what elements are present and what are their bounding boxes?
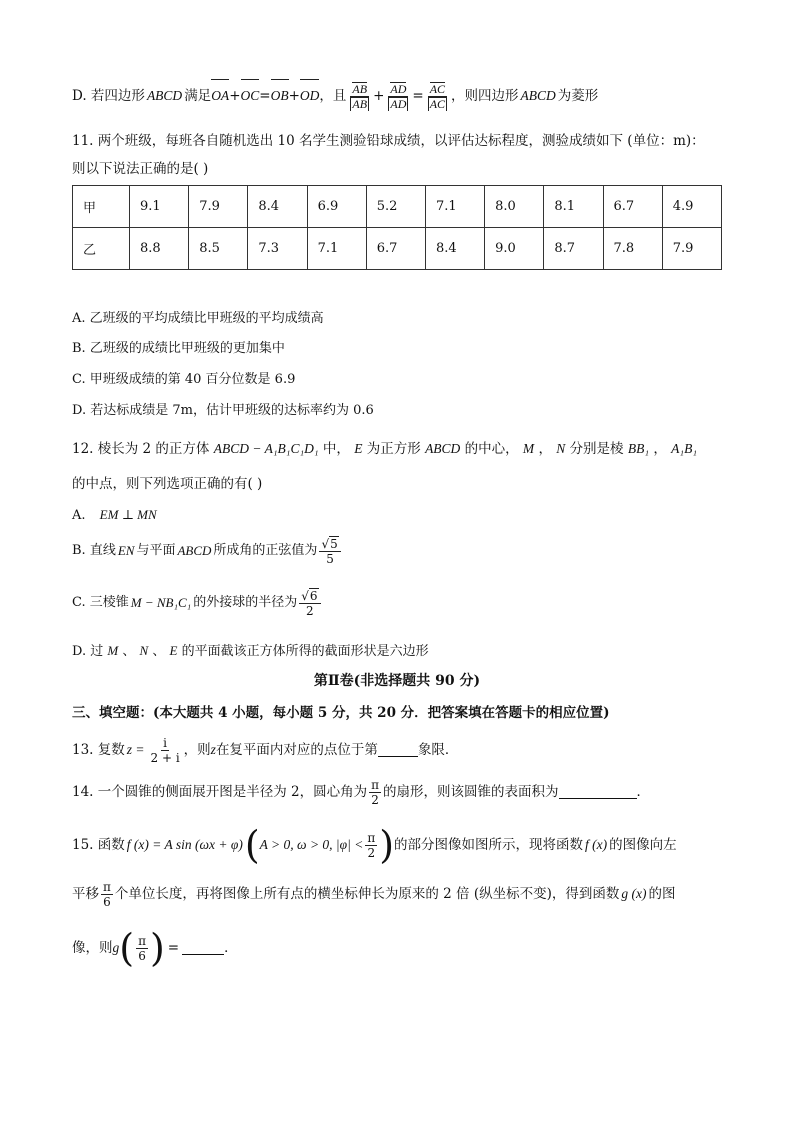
q15-text: 像，则 bbox=[72, 940, 113, 956]
frac-num: π bbox=[371, 777, 380, 792]
fraction-pi-over-6 bbox=[101, 880, 113, 909]
function-g: g bbox=[112, 940, 120, 955]
frac-num: π bbox=[103, 879, 111, 894]
fraction-ac bbox=[426, 82, 449, 111]
q13-text: ，则 bbox=[183, 742, 211, 758]
q10d-mid2: ，且 bbox=[319, 88, 347, 104]
frac-ad-den: AD bbox=[390, 96, 407, 111]
frac-ad-num: AD bbox=[390, 81, 407, 96]
table-cell: 6.7 bbox=[366, 228, 425, 270]
table-cell: 5.2 bbox=[366, 186, 425, 228]
q15-text: 15. 函数 bbox=[72, 837, 125, 853]
table-cell: 9.1 bbox=[130, 186, 189, 228]
frac-den: 2 bbox=[371, 792, 379, 807]
q10d-prefix: D. 若四边形 bbox=[72, 88, 145, 104]
q13 bbox=[72, 732, 458, 768]
frac-ac-num: AC bbox=[429, 81, 446, 96]
vec-eq: = bbox=[259, 88, 271, 104]
table-row bbox=[73, 186, 722, 228]
q10d-suffix2: 为菱形 bbox=[557, 88, 599, 104]
q15-text: 的图像向左 bbox=[609, 837, 677, 853]
q10d-suffix1: ，则四边形 bbox=[451, 88, 519, 104]
table-row bbox=[73, 228, 722, 270]
row-label-jia: 甲 bbox=[73, 186, 130, 228]
vec-oc: OC bbox=[241, 79, 260, 113]
line-en: EN bbox=[117, 543, 135, 558]
q14-text: 14. 一个圆锥的侧面展开图是半径为 2，圆心角为 bbox=[72, 784, 368, 800]
plane-abcd: ABCD bbox=[177, 543, 212, 558]
table-cell: 8.5 bbox=[189, 228, 248, 270]
conditions: A > 0, ω > 0, |φ| < bbox=[259, 837, 364, 852]
q12-option-d bbox=[72, 641, 429, 662]
q10d-quad-2: ABCD bbox=[520, 88, 556, 103]
frac-den: 2 bbox=[306, 603, 314, 618]
q12c-text: C. 三棱锥 bbox=[72, 595, 129, 610]
q12b-text: 所成角的正弦值为 bbox=[213, 543, 318, 558]
point-e: E bbox=[169, 643, 178, 658]
q12-option-a bbox=[72, 505, 157, 526]
right-paren: ) bbox=[149, 926, 165, 970]
q11-option-d: D. 若达标成绩是 7m，估计甲班级的达标率约为 0.6 bbox=[72, 403, 374, 418]
fraction-pi-over-6 bbox=[136, 934, 148, 963]
q15-text: 平移 bbox=[72, 886, 99, 902]
q12b-text: 与平面 bbox=[136, 543, 176, 558]
sqrt-radicand: 6 bbox=[309, 588, 318, 603]
table-cell: 4.9 bbox=[662, 186, 721, 228]
q12d-text: D. 过 bbox=[72, 644, 104, 659]
q15-text: 个单位长度，再将图像上所有点的横坐标伸长为原来的 2 倍 (纵坐标不变)，得到函数 bbox=[114, 886, 620, 902]
q11-stem-line2: 则以下说法正确的是( ) bbox=[72, 161, 209, 177]
option-label: A. bbox=[72, 508, 86, 523]
q12-text: 中， bbox=[322, 441, 350, 457]
frac-ab-den: AB bbox=[352, 96, 368, 111]
q14-text: 的扇形，则该圆锥的表面积为 bbox=[383, 784, 559, 800]
table-cell: 8.8 bbox=[130, 228, 189, 270]
frac-den: 5 bbox=[326, 551, 334, 566]
q11-stem-line1: 11. 两个班级，每班各自随机选出 10 名学生测验铅球成绩，以评估达标程度，测验成绩如下 (单位：m)： bbox=[72, 133, 705, 149]
frac-plus: + bbox=[373, 88, 385, 104]
vec-oa: OA bbox=[211, 79, 229, 113]
q15-line3 bbox=[72, 926, 238, 970]
vec-od: OD bbox=[300, 79, 320, 113]
pyramid-name: M − NB₁C₁ bbox=[130, 595, 192, 610]
frac-num: π bbox=[367, 830, 376, 845]
function-g: g (x) bbox=[621, 886, 647, 901]
table-cell: 7.3 bbox=[248, 228, 307, 270]
equals: = bbox=[167, 940, 180, 956]
q12-text: 的中心， bbox=[464, 441, 519, 457]
table-cell: 7.1 bbox=[425, 186, 484, 228]
q14 bbox=[72, 774, 650, 810]
table-cell: 9.0 bbox=[485, 228, 544, 270]
table-cell: 6.7 bbox=[603, 186, 662, 228]
q12-text: 12. 棱长为 2 的正方体 bbox=[72, 441, 210, 457]
score-table bbox=[72, 185, 722, 270]
q12b-text: B. 直线 bbox=[72, 543, 116, 558]
frac-den: 2 + i bbox=[150, 750, 180, 765]
q15-line2 bbox=[72, 876, 676, 912]
frac-num: π bbox=[138, 933, 146, 948]
z: z bbox=[210, 742, 216, 757]
frac-eq: = bbox=[412, 88, 424, 104]
point-m: M bbox=[107, 643, 119, 658]
fraction-ab bbox=[348, 82, 371, 111]
frac-den: 2 bbox=[367, 845, 376, 860]
q12c-text: 的外接球的半径为 bbox=[193, 595, 298, 610]
q13-text: 13. 复数 bbox=[72, 742, 125, 758]
point-n: N bbox=[556, 441, 566, 456]
q11-option-a: A. 乙班级的平均成绩比甲班级的平均成绩高 bbox=[72, 311, 324, 326]
edge-a1b1: A₁B₁ bbox=[671, 441, 698, 456]
q12-text: ， bbox=[653, 441, 667, 457]
q12-stem-line1 bbox=[72, 439, 697, 459]
answer-blank[interactable] bbox=[182, 942, 224, 955]
fraction-sqrt5-over-5: $\frac{√5}{5}$ bbox=[319, 537, 340, 566]
left-paren: ( bbox=[244, 823, 260, 867]
table-cell: 8.7 bbox=[544, 228, 603, 270]
q12-option-c bbox=[72, 585, 323, 621]
vec-plus-1: + bbox=[229, 88, 241, 104]
left-paren: ( bbox=[119, 926, 135, 970]
point-n: N bbox=[139, 643, 149, 658]
square-name: ABCD bbox=[425, 441, 461, 456]
sqrt-radicand: 5 bbox=[330, 536, 338, 551]
fraction-pi-over-2 bbox=[369, 778, 381, 807]
answer-blank[interactable] bbox=[559, 786, 637, 799]
part-two-title: 第Ⅱ卷(非选择题共 90 分) bbox=[313, 673, 481, 689]
q12-option-b bbox=[72, 533, 343, 569]
edge-bb1: BB₁ bbox=[627, 441, 650, 456]
q11-option-c: C. 甲班级成绩的第 40 百分位数是 6.9 bbox=[72, 372, 296, 387]
answer-blank[interactable] bbox=[378, 744, 418, 757]
table-cell: 8.4 bbox=[248, 186, 307, 228]
fraction-i-over-2-plus-i bbox=[149, 736, 182, 765]
frac-ac-den: AC bbox=[429, 96, 446, 111]
q13-text: 象限． bbox=[417, 742, 459, 758]
table-cell: 7.9 bbox=[189, 186, 248, 228]
q12d-text: 的平面截该正方体所得的截面形状是六边形 bbox=[181, 644, 429, 659]
table-cell: 7.8 bbox=[603, 228, 662, 270]
point-e: E bbox=[354, 441, 363, 456]
table-cell: 8.0 bbox=[485, 186, 544, 228]
q12-text: 分别是棱 bbox=[569, 441, 624, 457]
frac-ab-num: AB bbox=[352, 81, 368, 96]
q12d-text: 、 bbox=[122, 644, 136, 659]
q10d-mid1: 满足 bbox=[184, 88, 212, 104]
q10d-quad: ABCD bbox=[146, 88, 183, 103]
table-cell: 6.9 bbox=[307, 186, 366, 228]
q12d-text: 、 bbox=[152, 644, 166, 659]
vec-ob: OB bbox=[271, 79, 289, 113]
point-m: M bbox=[522, 441, 535, 456]
function-f: f (x) = A sin (ωx + φ) bbox=[126, 837, 243, 852]
q14-text: ． bbox=[636, 784, 651, 800]
q13-text: 在复平面内对应的点位于第 bbox=[215, 742, 378, 758]
q12-text: 为正方形 bbox=[366, 441, 421, 457]
fraction-sqrt6-over-2: $\frac{√6}{2}$ bbox=[299, 589, 320, 618]
q15-text: ． bbox=[224, 940, 238, 956]
right-paren: ) bbox=[379, 823, 395, 867]
q12-text: ， bbox=[538, 441, 552, 457]
q12-stem-line2: 的中点，则下列选项正确的有( ) bbox=[72, 476, 263, 492]
q15-line1 bbox=[72, 823, 677, 867]
option-a-math: EM ⊥ MN bbox=[99, 507, 157, 522]
table-cell: 8.4 bbox=[425, 228, 484, 270]
frac-den: 6 bbox=[103, 894, 111, 909]
q10-option-d bbox=[72, 76, 598, 116]
z-eq: z = bbox=[126, 742, 145, 757]
frac-num: i bbox=[163, 735, 168, 750]
row-label-yi: 乙 bbox=[73, 228, 130, 270]
frac-den: 6 bbox=[138, 948, 146, 963]
q11-option-b: B. 乙班级的成绩比甲班级的更加集中 bbox=[72, 341, 285, 356]
vec-plus-2: + bbox=[288, 88, 300, 104]
function-f: f (x) bbox=[585, 837, 608, 852]
q15-text: 的部分图像如图所示，现将函数 bbox=[394, 837, 584, 853]
table-cell: 8.1 bbox=[544, 186, 603, 228]
fraction-pi-over-2 bbox=[365, 831, 377, 860]
fraction-ad bbox=[386, 82, 410, 111]
q15-text: 的图 bbox=[648, 886, 676, 902]
table-cell: 7.1 bbox=[307, 228, 366, 270]
table-cell: 7.9 bbox=[662, 228, 721, 270]
section-three-heading: 三、填空题：(本大题共 4 小题，每小题 5 分，共 20 分．把答案填在答题卡的相应位置) bbox=[72, 705, 610, 721]
cube-name: ABCD − A₁B₁C₁D₁ bbox=[213, 441, 319, 456]
